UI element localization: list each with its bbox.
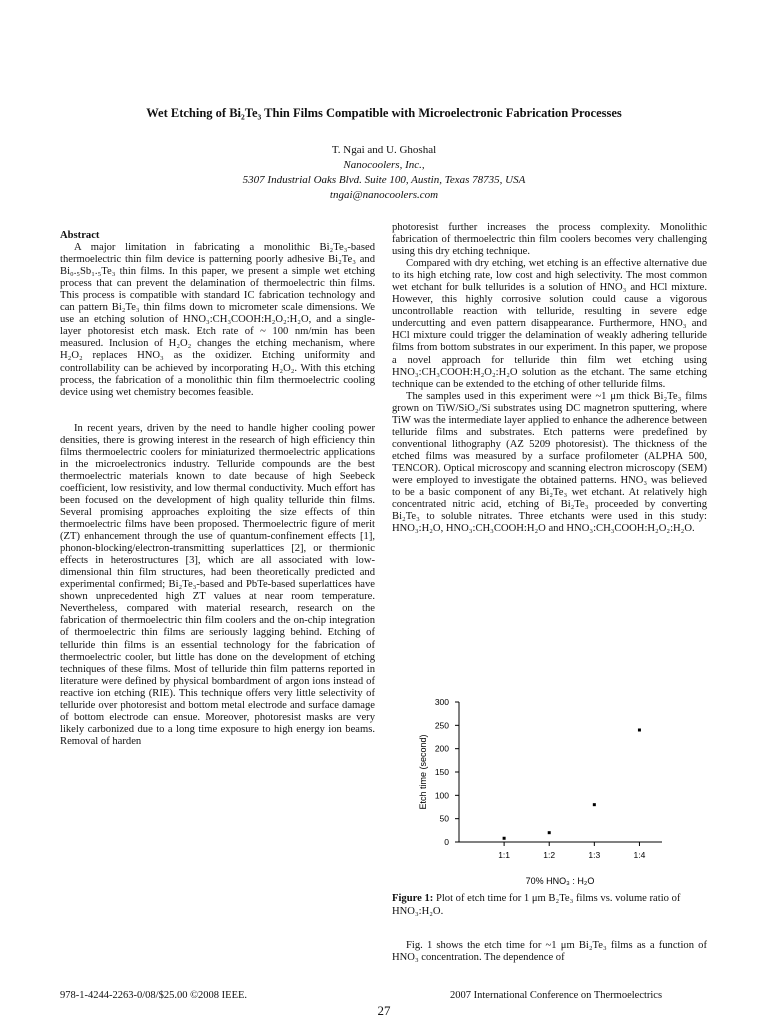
page-number: 27 (377, 1003, 391, 1018)
x-tick-label: 1:3 (588, 850, 601, 860)
abstract-heading: Abstract (60, 230, 100, 241)
data-point (638, 729, 641, 732)
address: 5307 Industrial Oaks Blvd. Suite 100, Austin, Texas 78735, USA (242, 174, 526, 186)
body-paragraph-4: Fig. 1 shows the etch time for ~1 μm Bi₂Te₃ films as a function of HNO₃ concentration. The dependence of (392, 940, 707, 964)
abstract-paragraph: A major limitation in fabricating a monolithic Bi₂Te₃-based thermoelectric thin film device is patterning poorly adhesive Bi₂Te₃ and Bi₀.₅Sb₁.₅Te₃ thin films. In this paper, we present a simple wet etching process that can prevent the delamination of thermoelectric thin films. This process is compatible with standard IC fabrication technology and can pattern Bi₂Te₃ thin films down to micrometer scale dimensions. We use an etching solution of HNO₃:CH₃COOH:H₂O₂:H₂O, and a single-layer photoresist etch mask. Etch rate of ~ 100 nm/min has been measured. Inclusion of H₂O₂ changes the etching mechanism, where H₂O₂ replaces HNO₃ as the oxidizer. Etching uniformity and controllability can be achieved by incorporating H₂O₂. With this etching process, the fabrication of a monolithic thin film thermoelectric cooling device using wet chemistry becomes feasible. (60, 242, 375, 398)
y-tick-label: 50 (439, 813, 449, 824)
caption-label: Figure 1: (392, 893, 434, 904)
caption-text: Plot of etch time for 1 μm B₂Te₃ films vs. volume ratio of HNO₃:H₂O. (392, 893, 681, 917)
y-ticks (435, 697, 459, 847)
y-tick-label: 0 (444, 837, 449, 847)
conference-footer: 2007 International Conference on Thermoelectrics (450, 990, 663, 1001)
chart-svg (392, 694, 707, 890)
left-column (60, 230, 375, 748)
author-block (0, 143, 768, 203)
body-paragraph-2: Compared with dry etching, wet etching is an effective alternative due to its high etching rate, low cost and high selectivity. The most common wet etchant for bulk tellurides is a solution of HNO₃ and HCl mixture. However, this highly corrosive solution could cause a vigorous uncontrollable reaction with telluride, resulting in severe edge undercutting and even pattern disappearance. Furthermore, HNO₃ and HCl mixture could trigger the delamination of weakly adhering telluride films from bottom substrates in our experiment. In this paper, we propose a novel approach for telluride thin film wet etching using HNO₃:CH₃COOH:H₂O₂:H₂O solution as the etchant. The same etching technique can be extended to the etching of other telluride films. (392, 258, 707, 390)
right-column-continued (392, 940, 707, 964)
data-points (503, 729, 641, 840)
copyright-footer: 978-1-4244-2263-0/08/$25.00 ©2008 IEEE. (60, 990, 248, 1001)
y-tick-label: 300 (434, 697, 449, 707)
authors: T. Ngai and U. Ghoshal (331, 144, 437, 156)
email: tngai@nanocoolers.com (329, 189, 439, 201)
affiliation: Nanocoolers, Inc., (343, 159, 425, 171)
etch-time-chart (392, 694, 707, 890)
x-tick-label: 1:1 (498, 850, 511, 860)
body-paragraph-3: The samples used in this experiment were ~1 μm thick Bi₂Te₃ films grown on TiW/SiO₂/Si substrates using DC magnetron sputtering, where TiW was the intermediate layer applied to enhance the adherence between telluride films and substrates. Etch patterns were predefined by conventional lithography (AZ 5209 photoresist). The thickness of the etched films was measured by a surface profilometer (ALPHA 500, TENCOR). Optical microscopy and scanning electron microscopy (SEM) were employed to investigate the obtained patterns. HNO₃ was believed to be a basic component of any Bi₂Te₃ wet etchant. At relatively high concentrated nitric acid, etching of Bi₂Te₃ proceeded by converting Bi₂Te₃ to soluble nitrates. Three etchants were used in this study: HNO₃:H₂O, HNO₃:CH₃COOH:H₂O and HNO₃:CH₃COOH:H₂O₂:H₂O. (392, 390, 707, 535)
data-point (548, 831, 551, 834)
x-ticks (498, 842, 645, 860)
x-tick-label: 1:4 (633, 850, 646, 860)
y-tick-label: 150 (434, 767, 449, 777)
y-tick-label: 250 (434, 720, 449, 731)
data-point (593, 803, 596, 806)
right-column (392, 222, 707, 535)
body-paragraph-1: photoresist further increases the process complexity. Monolithic fabrication of thermoelectric thin film coolers becomes very challenging using this dry etching technique. (392, 222, 707, 258)
figure-caption (392, 893, 707, 918)
x-axis-label: 70% HNO₃ : H₂O (525, 876, 595, 886)
y-tick-label: 200 (434, 743, 449, 754)
data-point (503, 837, 506, 840)
paper-title: Wet Etching of Bi₂Te₃ Thin Films Compatible with Microelectronic Fabrication Processes (146, 106, 622, 120)
intro-paragraph: In recent years, driven by the need to handle higher cooling power densities, there is growing interest in the research of high efficiency thin films thermoelectric coolers for miniaturized thermoelectric applications in the microelectronics industry. Telluride compounds are the best thermoelectric materials known to date because of high Seebeck coefficient, low resistivity, and low thermal conductivity. Much effort has been focused on the development of high quality telluride thin films. Several promising approaches exploiting the size effects of thin thermoelectric films have been proposed. Thermoelectric figure of merit (ZT) enhancement through the use of quantum-confinement effects [1], phonon-blocking/electron-transmitting superlattices [2], or thermionic effects in heterostructures [3], which are all associated with low-dimensional thin film structures, had been theoretically predicted and experimental confirmed; Bi₂Te₃-based and PbTe-based superlattices have shown unprecedented high ZT values at near room temperature. Nevertheless, compared with material research, research on the fabrication of thermoelectric thin film coolers and the on-chip integration of thermoelectric thin films are seriously lagging behind. Etching of telluride thin films is an essential technology for the fabrication of thermoelectric cooler, but little has done on the development of etching techniques of these films. Most of telluride thin film patterns reported in literature were defined by physical bombardment of argon ions instead of reactive ion etching (RIE). This technique offers very little selectivity of telluride over photoresist and bottom metal electrode and surface damage of bottom electrode can ensue. Moreover, photoresist masks are very likely carbonized due to a long time exposure to high energy ion beams. Removal of harden (60, 422, 375, 747)
x-tick-label: 1:2 (543, 850, 556, 860)
y-tick-label: 100 (434, 790, 449, 801)
y-axis-label: Etch time (second) (418, 734, 428, 810)
